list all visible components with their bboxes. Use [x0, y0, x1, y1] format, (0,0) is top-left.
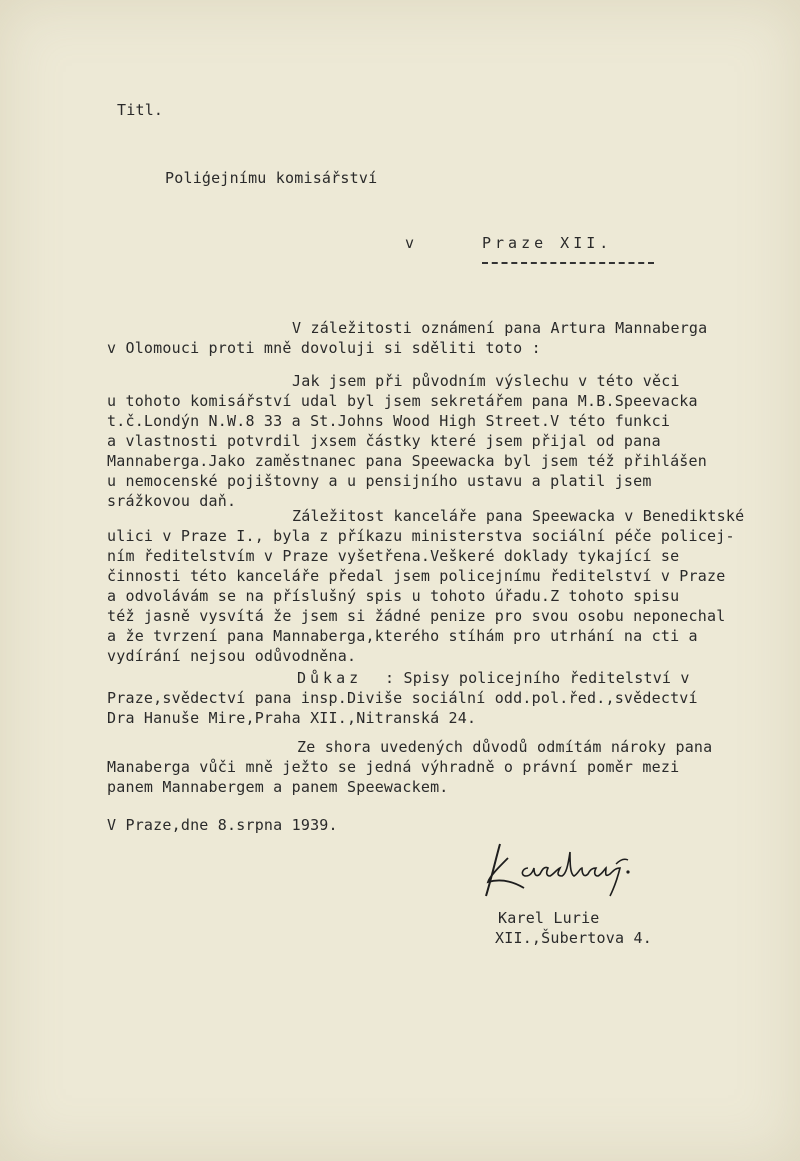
- intro-line: v Olomouci proti mně dovoluji si sděliti toto :: [107, 339, 541, 357]
- paragraph-line: u nemocenské pojištovny a u pensijního ustavu a platil jsem: [107, 472, 652, 490]
- paragraph-line: ním ředitelstvím v Praze vyšetřena.Veškeré doklady tykající se: [107, 547, 680, 565]
- place: Praze XII.: [482, 234, 613, 252]
- evidence-line: Dra Hanuše Mire,Praha XII.,Nitranská 24.: [107, 709, 477, 727]
- date-line: V Praze,dne 8.srpna 1939.: [107, 816, 338, 834]
- paragraph-line: vydírání nejsou odůvodněna.: [107, 647, 357, 665]
- paragraph-line: Záležitost kanceláře pana Speewacka v Benediktské: [292, 507, 745, 525]
- paragraph-line: a že tvrzení pana Mannaberga,kterého stíhám pro utrhání na cti a: [107, 627, 698, 645]
- paragraph-line: též jasně vysvítá že jsem si žádné penize pro svou osobu neponechal: [107, 607, 726, 625]
- paragraph-line: srážkovou daň.: [107, 492, 237, 510]
- addressee: Poliģejnímu komisářství: [165, 169, 378, 187]
- signer-address: XII.,Šubertova 4.: [495, 929, 652, 947]
- evidence-label: Důkaz: [297, 669, 363, 687]
- paragraph-line: panem Mannabergem a panem Speewackem.: [107, 778, 449, 796]
- paragraph-line: Mannaberga.Jako zaměstnanec pana Speewacka byl jsem též přihlášen: [107, 452, 707, 470]
- place-underline: [482, 262, 654, 264]
- intro-line: V záležitosti oznámení pana Artura Mannaberga: [292, 319, 708, 337]
- paragraph-line: Ze shora uvedených důvodů odmítám nároky pana: [297, 738, 713, 756]
- paragraph-line: u tohoto komisářství udal byl jsem sekretářem pana M.B.Speevacka: [107, 392, 698, 410]
- paragraph-line: t.č.Londýn N.W.8 33 a St.Johns Wood High Street.V této funkci: [107, 412, 671, 430]
- paragraph-line: a vlastnosti potvrdil jxsem částky které jsem přijal od pana: [107, 432, 661, 450]
- paragraph-line: činnosti této kanceláře předal jsem policejnímu ředitelství v Praze: [107, 567, 726, 585]
- paragraph-line: ulici v Praze I., byla z příkazu ministerstva sociální péče policej-: [107, 527, 735, 545]
- signer-name: Karel Lurie: [498, 909, 600, 927]
- paragraph-line: Jak jsem při původním výslechu v této věci: [292, 372, 680, 390]
- evidence-line: Praze,svědectví pana insp.Diviše sociální odd.pol.řed.,svědectví: [107, 689, 698, 707]
- handwritten-signature: [478, 838, 668, 900]
- paragraph-line: Manaberga vůči mně ježto se jedná výhradně o právní poměr mezi: [107, 758, 680, 776]
- place-prefix: v: [405, 234, 415, 252]
- paragraph-line: a odvolávám se na příslušný spis u tohoto úřadu.Z tohoto spisu: [107, 587, 680, 605]
- evidence-line: : Spisy policejního ředitelství v: [385, 669, 690, 687]
- salutation: Titl.: [117, 101, 164, 119]
